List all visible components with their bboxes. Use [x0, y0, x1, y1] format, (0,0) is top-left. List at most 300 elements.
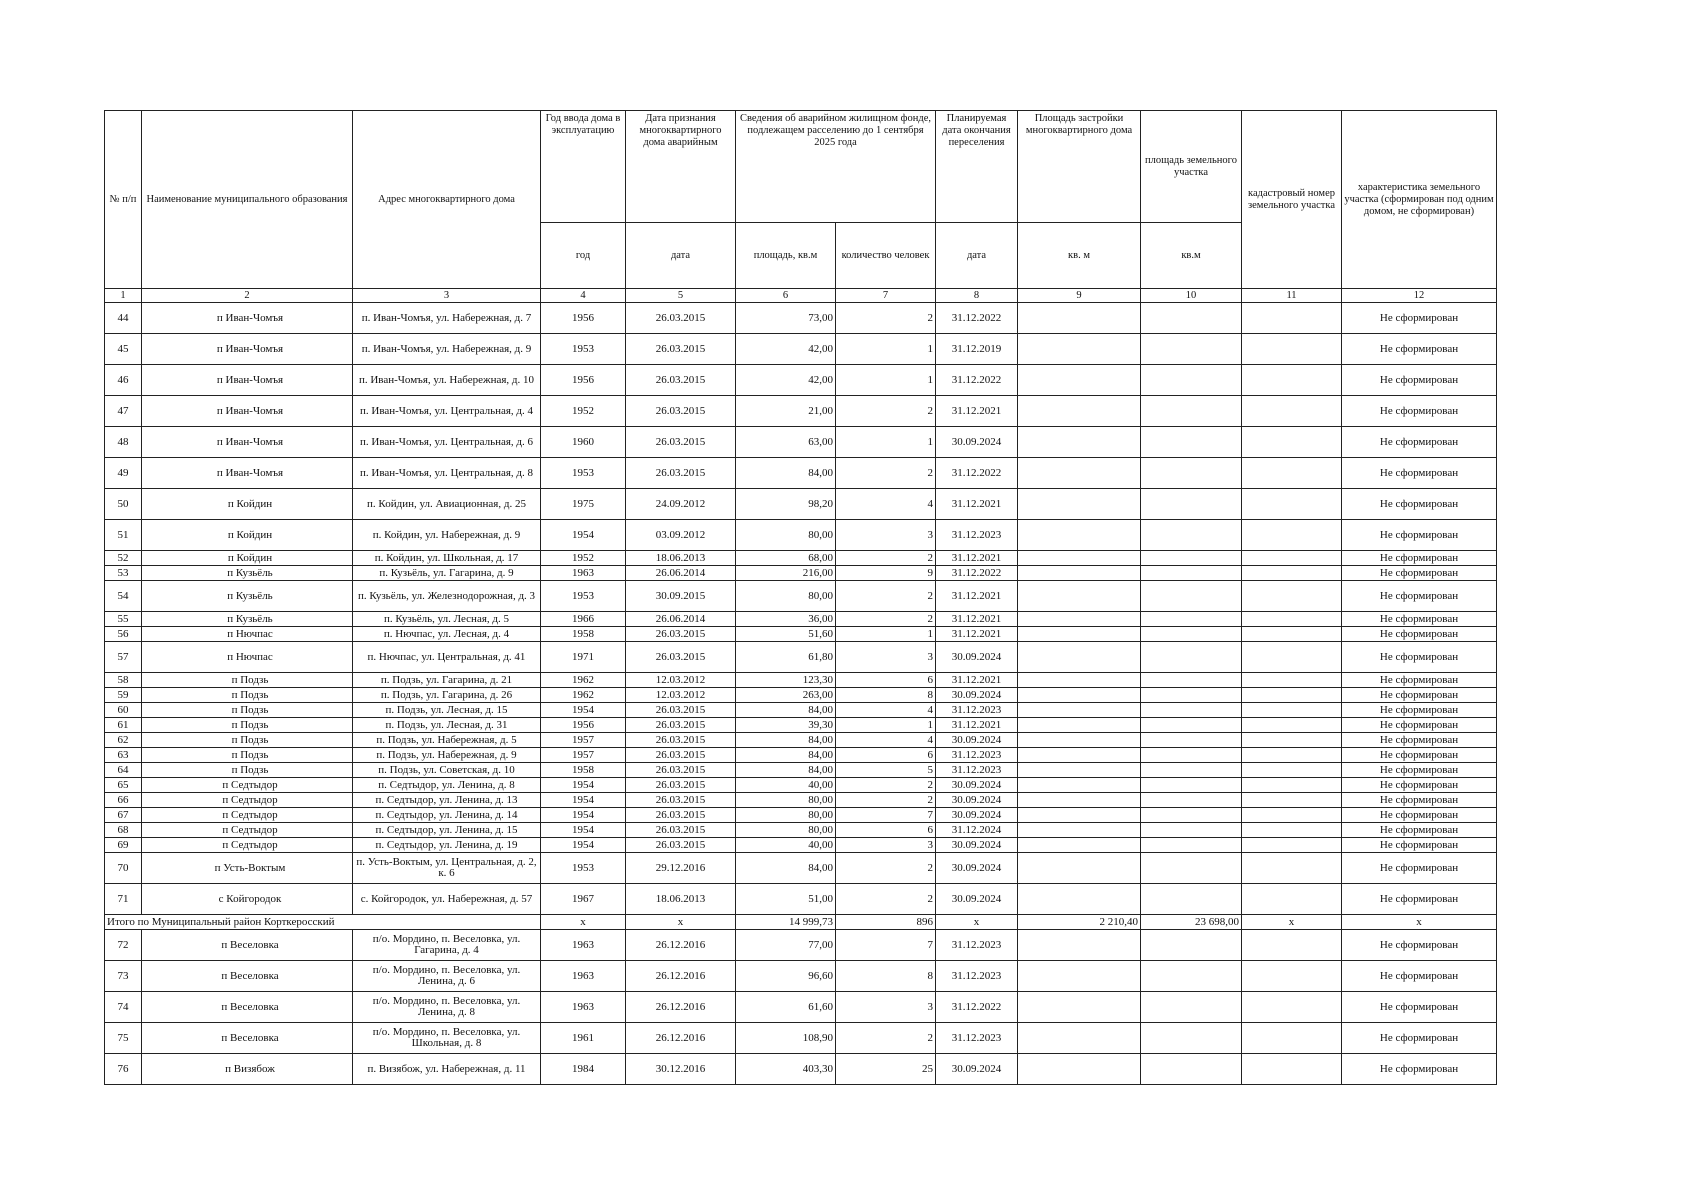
land-area [1141, 365, 1242, 396]
planned-date: 30.09.2024 [936, 778, 1018, 793]
table-row [105, 748, 1497, 763]
land-area [1141, 551, 1242, 566]
emergency-date: 26.06.2014 [626, 566, 736, 581]
year-built: 1956 [541, 718, 626, 733]
year-built: 1954 [541, 520, 626, 551]
land-status: Не сформирован [1342, 365, 1497, 396]
total-date: х [626, 915, 736, 930]
emergency-date: 26.03.2015 [626, 365, 736, 396]
planned-date: 31.12.2022 [936, 992, 1018, 1023]
building-address: п. Седтыдор, ул. Ленина, д. 19 [353, 838, 541, 853]
planned-date: 31.12.2021 [936, 489, 1018, 520]
table-row [105, 688, 1497, 703]
row-number: 68 [105, 823, 142, 838]
area-sqm: 39,30 [736, 718, 836, 733]
table-row [105, 673, 1497, 688]
table-row [105, 627, 1497, 642]
emergency-date: 30.12.2016 [626, 1054, 736, 1085]
planned-date: 31.12.2021 [936, 581, 1018, 612]
people-count: 2 [836, 778, 936, 793]
total-cadastral: х [1242, 915, 1342, 930]
header-address: Адрес многоквартирного дома [353, 111, 541, 289]
people-count: 4 [836, 489, 936, 520]
total-land-area: 23 698,00 [1141, 915, 1242, 930]
people-count: 8 [836, 688, 936, 703]
building-address: п. Подзь, ул. Набережная, д. 5 [353, 733, 541, 748]
planned-date: 31.12.2021 [936, 551, 1018, 566]
row-number: 75 [105, 1023, 142, 1054]
land-area [1141, 627, 1242, 642]
land-area [1141, 793, 1242, 808]
build-area [1018, 930, 1141, 961]
land-status: Не сформирован [1342, 763, 1497, 778]
row-number: 60 [105, 703, 142, 718]
table-row [105, 930, 1497, 961]
building-address: п. Подзь, ул. Советская, д. 10 [353, 763, 541, 778]
header-emergency-stock: Сведения об аварийном жилищном фонде, подлежащем расселению до 1 сентября 2025 года [736, 111, 936, 223]
land-status: Не сформирован [1342, 427, 1497, 458]
building-address: п. Иван-Чомъя, ул. Набережная, д. 7 [353, 303, 541, 334]
emergency-date: 26.03.2015 [626, 748, 736, 763]
area-sqm: 63,00 [736, 427, 836, 458]
row-number: 58 [105, 673, 142, 688]
table-row [105, 884, 1497, 915]
building-address: п. Койдин, ул. Набережная, д. 9 [353, 520, 541, 551]
year-built: 1956 [541, 303, 626, 334]
cadastral-number [1242, 642, 1342, 673]
municipality-name: п Визябож [142, 1054, 353, 1085]
land-area [1141, 718, 1242, 733]
build-area [1018, 458, 1141, 489]
land-area [1141, 823, 1242, 838]
build-area [1018, 853, 1141, 884]
total-planned-date: х [936, 915, 1018, 930]
year-built: 1953 [541, 334, 626, 365]
area-sqm: 80,00 [736, 581, 836, 612]
land-area [1141, 612, 1242, 627]
cadastral-number [1242, 884, 1342, 915]
cadastral-number [1242, 581, 1342, 612]
emergency-date: 26.03.2015 [626, 427, 736, 458]
year-built: 1962 [541, 673, 626, 688]
build-area [1018, 396, 1141, 427]
cadastral-number [1242, 427, 1342, 458]
total-people: 896 [836, 915, 936, 930]
year-built: 1956 [541, 365, 626, 396]
total-label: Итого по Муниципальный район Корткеросский [105, 915, 541, 930]
people-count: 3 [836, 838, 936, 853]
people-count: 4 [836, 733, 936, 748]
area-sqm: 84,00 [736, 703, 836, 718]
subheader-planned-date: дата [936, 223, 1018, 289]
municipality-name: п Веселовка [142, 992, 353, 1023]
planned-date: 31.12.2021 [936, 627, 1018, 642]
emergency-date: 26.03.2015 [626, 703, 736, 718]
year-built: 1961 [541, 1023, 626, 1054]
people-count: 1 [836, 627, 936, 642]
people-count: 2 [836, 1023, 936, 1054]
row-number: 61 [105, 718, 142, 733]
people-count: 2 [836, 551, 936, 566]
area-sqm: 123,30 [736, 673, 836, 688]
land-status: Не сформирован [1342, 334, 1497, 365]
header-row-number: № п/п [105, 111, 142, 289]
emergency-date: 26.03.2015 [626, 838, 736, 853]
land-status: Не сформирован [1342, 688, 1497, 703]
municipality-name: п Веселовка [142, 1023, 353, 1054]
emergency-date: 24.09.2012 [626, 489, 736, 520]
people-count: 9 [836, 566, 936, 581]
municipality-name: п Иван-Чомъя [142, 458, 353, 489]
table-row [105, 458, 1497, 489]
header-year-built: Год ввода дома в эксплуатацию [541, 111, 626, 223]
planned-date: 30.09.2024 [936, 884, 1018, 915]
cadastral-number [1242, 1054, 1342, 1085]
people-count: 4 [836, 703, 936, 718]
row-number: 47 [105, 396, 142, 427]
land-status: Не сформирован [1342, 303, 1497, 334]
table-row [105, 334, 1497, 365]
table-row [105, 427, 1497, 458]
municipality-name: п Седтыдор [142, 823, 353, 838]
cadastral-number [1242, 853, 1342, 884]
build-area [1018, 427, 1141, 458]
row-number: 74 [105, 992, 142, 1023]
municipality-name: п Подзь [142, 763, 353, 778]
municipality-name: п Иван-Чомъя [142, 427, 353, 458]
building-address: п. Иван-Чомъя, ул. Набережная, д. 9 [353, 334, 541, 365]
area-sqm: 84,00 [736, 853, 836, 884]
municipality-name: п Веселовка [142, 961, 353, 992]
row-number: 45 [105, 334, 142, 365]
people-count: 6 [836, 673, 936, 688]
table-row [105, 763, 1497, 778]
build-area [1018, 627, 1141, 642]
municipality-name: п Веселовка [142, 930, 353, 961]
building-address: п. Нючпас, ул. Центральная, д. 41 [353, 642, 541, 673]
year-built: 1984 [541, 1054, 626, 1085]
build-area [1018, 703, 1141, 718]
planned-date: 31.12.2023 [936, 961, 1018, 992]
people-count: 1 [836, 427, 936, 458]
land-area [1141, 808, 1242, 823]
people-count: 6 [836, 823, 936, 838]
land-status: Не сформирован [1342, 458, 1497, 489]
area-sqm: 84,00 [736, 763, 836, 778]
planned-date: 30.09.2024 [936, 733, 1018, 748]
building-address: п. Подзь, ул. Гагарина, д. 26 [353, 688, 541, 703]
table-row [105, 396, 1497, 427]
row-number: 63 [105, 748, 142, 763]
cadastral-number [1242, 1023, 1342, 1054]
row-number: 72 [105, 930, 142, 961]
building-address: п. Подзь, ул. Лесная, д. 15 [353, 703, 541, 718]
table-row [105, 1054, 1497, 1085]
emergency-date: 26.03.2015 [626, 778, 736, 793]
header-build-area: Площадь застройки многоквартирного дома [1018, 111, 1141, 223]
header-planned-date: Планируемая дата окончания переселения [936, 111, 1018, 223]
table-row [105, 961, 1497, 992]
planned-date: 31.12.2021 [936, 673, 1018, 688]
cadastral-number [1242, 838, 1342, 853]
land-status: Не сформирован [1342, 703, 1497, 718]
municipality-name: п Кузьёль [142, 566, 353, 581]
year-built: 1954 [541, 793, 626, 808]
cadastral-number [1242, 612, 1342, 627]
build-area [1018, 642, 1141, 673]
planned-date: 30.09.2024 [936, 1054, 1018, 1085]
year-built: 1960 [541, 427, 626, 458]
building-address: п. Иван-Чомъя, ул. Набережная, д. 10 [353, 365, 541, 396]
land-area [1141, 838, 1242, 853]
area-sqm: 80,00 [736, 823, 836, 838]
table-row [105, 365, 1497, 396]
year-built: 1954 [541, 778, 626, 793]
planned-date: 31.12.2023 [936, 763, 1018, 778]
land-status: Не сформирован [1342, 642, 1497, 673]
people-count: 1 [836, 718, 936, 733]
building-address: п/о. Мордино, п. Веселовка, ул. Ленина, д. 8 [353, 992, 541, 1023]
build-area [1018, 365, 1141, 396]
emergency-date: 26.03.2015 [626, 334, 736, 365]
planned-date: 31.12.2021 [936, 396, 1018, 427]
land-status: Не сформирован [1342, 520, 1497, 551]
land-status: Не сформирован [1342, 551, 1497, 566]
municipality-name: п Иван-Чомъя [142, 365, 353, 396]
year-built: 1963 [541, 930, 626, 961]
column-number: 9 [1018, 289, 1141, 303]
row-number: 57 [105, 642, 142, 673]
year-built: 1953 [541, 458, 626, 489]
land-status: Не сформирован [1342, 884, 1497, 915]
subheader-area: площадь, кв.м [736, 223, 836, 289]
cadastral-number [1242, 778, 1342, 793]
planned-date: 31.12.2022 [936, 365, 1018, 396]
land-status: Не сформирован [1342, 489, 1497, 520]
emergency-date: 26.12.2016 [626, 961, 736, 992]
building-address: п. Седтыдор, ул. Ленина, д. 15 [353, 823, 541, 838]
land-status: Не сформирован [1342, 808, 1497, 823]
planned-date: 30.09.2024 [936, 688, 1018, 703]
municipality-name: п Нючпас [142, 642, 353, 673]
column-number: 5 [626, 289, 736, 303]
year-built: 1957 [541, 733, 626, 748]
municipality-name: п Иван-Чомъя [142, 396, 353, 427]
planned-date: 31.12.2022 [936, 303, 1018, 334]
people-count: 3 [836, 642, 936, 673]
municipality-name: с Койгородок [142, 884, 353, 915]
land-status: Не сформирован [1342, 581, 1497, 612]
people-count: 2 [836, 853, 936, 884]
planned-date: 31.12.2023 [936, 930, 1018, 961]
land-status: Не сформирован [1342, 1054, 1497, 1085]
row-number: 50 [105, 489, 142, 520]
building-address: п. Иван-Чомъя, ул. Центральная, д. 4 [353, 396, 541, 427]
emergency-date: 26.03.2015 [626, 458, 736, 489]
land-area [1141, 853, 1242, 884]
table-row [105, 823, 1497, 838]
area-sqm: 80,00 [736, 808, 836, 823]
area-sqm: 61,60 [736, 992, 836, 1023]
header-land-area: площадь земельного участка [1141, 111, 1242, 223]
planned-date: 31.12.2024 [936, 823, 1018, 838]
table-row [105, 808, 1497, 823]
table-row [105, 853, 1497, 884]
planned-date: 31.12.2023 [936, 520, 1018, 551]
land-area [1141, 673, 1242, 688]
people-count: 2 [836, 793, 936, 808]
build-area [1018, 551, 1141, 566]
area-sqm: 216,00 [736, 566, 836, 581]
table-row [105, 703, 1497, 718]
year-built: 1958 [541, 627, 626, 642]
build-area [1018, 612, 1141, 627]
people-count: 7 [836, 930, 936, 961]
emergency-date: 26.03.2015 [626, 763, 736, 778]
year-built: 1966 [541, 612, 626, 627]
building-address: п. Кузьёль, ул. Железнодорожная, д. 3 [353, 581, 541, 612]
area-sqm: 77,00 [736, 930, 836, 961]
column-number: 4 [541, 289, 626, 303]
row-number: 59 [105, 688, 142, 703]
emergency-date: 26.03.2015 [626, 627, 736, 642]
emergency-date: 26.03.2015 [626, 733, 736, 748]
build-area [1018, 581, 1141, 612]
land-area [1141, 1023, 1242, 1054]
table-row [105, 733, 1497, 748]
land-area [1141, 303, 1242, 334]
people-count: 3 [836, 992, 936, 1023]
row-number: 76 [105, 1054, 142, 1085]
row-number: 51 [105, 520, 142, 551]
year-built: 1971 [541, 642, 626, 673]
year-built: 1953 [541, 853, 626, 884]
building-address: п. Подзь, ул. Набережная, д. 9 [353, 748, 541, 763]
table-row [105, 778, 1497, 793]
municipality-name: п Подзь [142, 748, 353, 763]
land-area [1141, 703, 1242, 718]
building-address: п. Подзь, ул. Гагарина, д. 21 [353, 673, 541, 688]
row-number: 54 [105, 581, 142, 612]
cadastral-number [1242, 489, 1342, 520]
total-build-area: 2 210,40 [1018, 915, 1141, 930]
people-count: 2 [836, 396, 936, 427]
planned-date: 30.09.2024 [936, 427, 1018, 458]
planned-date: 30.09.2024 [936, 853, 1018, 884]
land-status: Не сформирован [1342, 793, 1497, 808]
area-sqm: 68,00 [736, 551, 836, 566]
municipality-name: п Подзь [142, 673, 353, 688]
people-count: 2 [836, 458, 936, 489]
year-built: 1952 [541, 551, 626, 566]
cadastral-number [1242, 627, 1342, 642]
build-area [1018, 823, 1141, 838]
row-number: 71 [105, 884, 142, 915]
table-row [105, 793, 1497, 808]
building-address: п. Иван-Чомъя, ул. Центральная, д. 6 [353, 427, 541, 458]
land-area [1141, 992, 1242, 1023]
emergency-date: 12.03.2012 [626, 688, 736, 703]
table-row [105, 1023, 1497, 1054]
build-area [1018, 673, 1141, 688]
area-sqm: 51,60 [736, 627, 836, 642]
land-area [1141, 778, 1242, 793]
row-number: 73 [105, 961, 142, 992]
land-status: Не сформирован [1342, 992, 1497, 1023]
area-sqm: 21,00 [736, 396, 836, 427]
building-address: п. Визябож, ул. Набережная, д. 11 [353, 1054, 541, 1085]
emergency-date: 26.03.2015 [626, 718, 736, 733]
land-status: Не сформирован [1342, 748, 1497, 763]
total-area: 14 999,73 [736, 915, 836, 930]
header-municipality: Наименование муниципального образования [142, 111, 353, 289]
municipality-name: п Усть-Воктым [142, 853, 353, 884]
year-built: 1954 [541, 823, 626, 838]
row-number: 64 [105, 763, 142, 778]
land-area [1141, 566, 1242, 581]
emergency-date: 26.12.2016 [626, 992, 736, 1023]
land-area [1141, 1054, 1242, 1085]
building-address: п. Кузьёль, ул. Гагарина, д. 9 [353, 566, 541, 581]
people-count: 2 [836, 303, 936, 334]
land-status: Не сформирован [1342, 778, 1497, 793]
building-address: п. Седтыдор, ул. Ленина, д. 14 [353, 808, 541, 823]
header-emergency-date: Дата признания многоквартирного дома аварийным [626, 111, 736, 223]
emergency-date: 30.09.2015 [626, 581, 736, 612]
municipality-name: п Седтыдор [142, 838, 353, 853]
area-sqm: 51,00 [736, 884, 836, 915]
municipality-name: п Койдин [142, 489, 353, 520]
year-built: 1953 [541, 581, 626, 612]
build-area [1018, 520, 1141, 551]
cadastral-number [1242, 733, 1342, 748]
year-built: 1954 [541, 838, 626, 853]
cadastral-number [1242, 992, 1342, 1023]
cadastral-number [1242, 458, 1342, 489]
column-number: 8 [936, 289, 1018, 303]
land-area [1141, 458, 1242, 489]
people-count: 8 [836, 961, 936, 992]
municipality-name: п Иван-Чомъя [142, 334, 353, 365]
building-address: п. Седтыдор, ул. Ленина, д. 8 [353, 778, 541, 793]
row-number: 52 [105, 551, 142, 566]
municipality-name: п Подзь [142, 688, 353, 703]
row-number: 70 [105, 853, 142, 884]
table-row [105, 551, 1497, 566]
row-number: 49 [105, 458, 142, 489]
emergency-date: 26.03.2015 [626, 808, 736, 823]
build-area [1018, 793, 1141, 808]
land-status: Не сформирован [1342, 853, 1497, 884]
build-area [1018, 718, 1141, 733]
row-number: 65 [105, 778, 142, 793]
planned-date: 30.09.2024 [936, 642, 1018, 673]
land-area [1141, 884, 1242, 915]
land-area [1141, 930, 1242, 961]
land-status: Не сформирован [1342, 718, 1497, 733]
emergency-date: 18.06.2013 [626, 551, 736, 566]
land-status: Не сформирован [1342, 1023, 1497, 1054]
people-count: 6 [836, 748, 936, 763]
cadastral-number [1242, 703, 1342, 718]
cadastral-number [1242, 396, 1342, 427]
land-area [1141, 748, 1242, 763]
area-sqm: 403,30 [736, 1054, 836, 1085]
housing-registry-table [104, 110, 1497, 1085]
year-built: 1975 [541, 489, 626, 520]
land-area [1141, 520, 1242, 551]
emergency-date: 12.03.2012 [626, 673, 736, 688]
